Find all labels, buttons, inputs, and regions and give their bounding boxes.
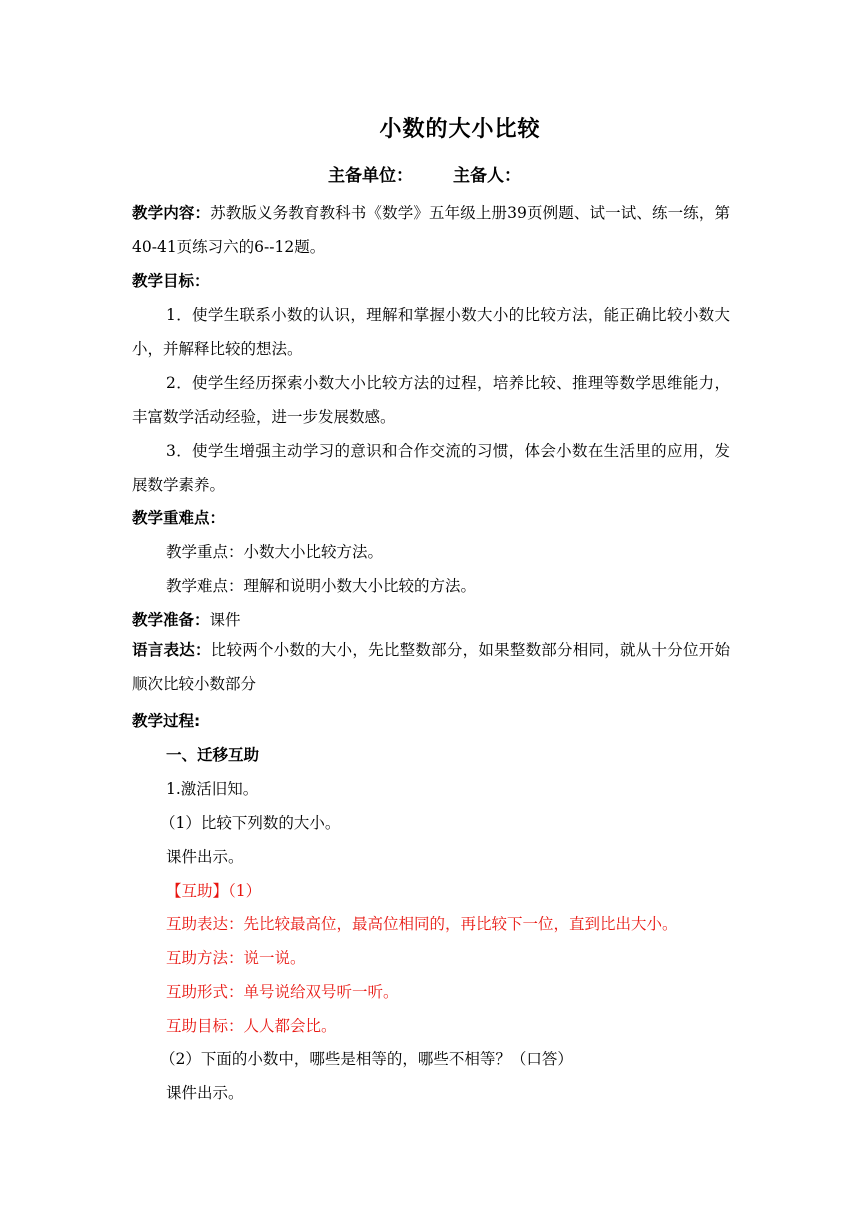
document-title: 小数的大小比较 [379,117,541,142]
huzhu-tag: 【互助】（1） [166,882,262,900]
teaching-goals-label: 教学目标： [132,272,210,290]
step-compare-numbers: （1）比较下列数的大小。 [160,814,341,832]
teaching-goal-2: 2．使学生经历探索小数大小比较方法的过程，培养比较、推理等数学思维能力，丰富数学活动经验，进一步发展数感。 [132,374,730,426]
difficult-point: 教学难点：理解和说明小数大小比较的方法。 [166,577,477,595]
preparing-unit-label: 主备单位： [328,166,413,186]
teaching-content [132,196,730,264]
teaching-content-label: 教学内容： [132,204,211,222]
language-expression [132,633,730,701]
key-difficult-label: 教学重难点： [132,509,226,527]
language-expression-label: 语言表达： [132,641,211,659]
huzhu-expression: 互助表达：先比较最高位，最高位相同的，再比较下一位，直到比出大小。 [166,915,678,933]
teaching-content-text: 苏教版义务教育教科书《数学》五年级上册39页例题、试一试、练一练，第40-41页练习六的6--12题。 [132,204,730,256]
courseware-note-2: 课件出示。 [166,1084,244,1102]
huzhu-form: 互助形式：单号说给双号听一听。 [166,983,399,1001]
document-subtitle [328,161,521,186]
language-expression-text: 比较两个小数的大小，先比整数部分，如果整数部分相同，就从十分位开始顺次比较小数部分 [132,641,730,693]
teaching-preparation-label: 教学准备： [132,611,210,629]
preparing-person-label: 主备人： [453,166,521,186]
teaching-preparation [132,610,241,630]
huzhu-method: 互助方法：说一说。 [166,949,306,967]
step-equal-decimals: （2）下面的小数中，哪些是相等的，哪些不相等？（口答） [160,1050,573,1068]
teaching-process-label [132,711,200,731]
teaching-process-label-text: 教学过程: [132,712,201,730]
teaching-preparation-text: 课件 [209,611,241,629]
teaching-goal-3: 3．使学生增强主动学习的意识和合作交流的习惯，体会小数在生活里的应用，发展数学素养。 [132,442,730,494]
courseware-note-1: 课件出示。 [166,848,244,866]
teaching-goal-1: 1．使学生联系小数的认识，理解和掌握小数大小的比较方法，能正确比较小数大小，并解释比较的想法。 [132,306,730,358]
step-activate-knowledge: 1.激活旧知。 [166,780,259,798]
section-heading: 一、迁移互助 [166,746,260,764]
key-point: 教学重点：小数大小比较方法。 [166,543,384,561]
huzhu-goal: 互助目标：人人都会比。 [166,1017,337,1035]
